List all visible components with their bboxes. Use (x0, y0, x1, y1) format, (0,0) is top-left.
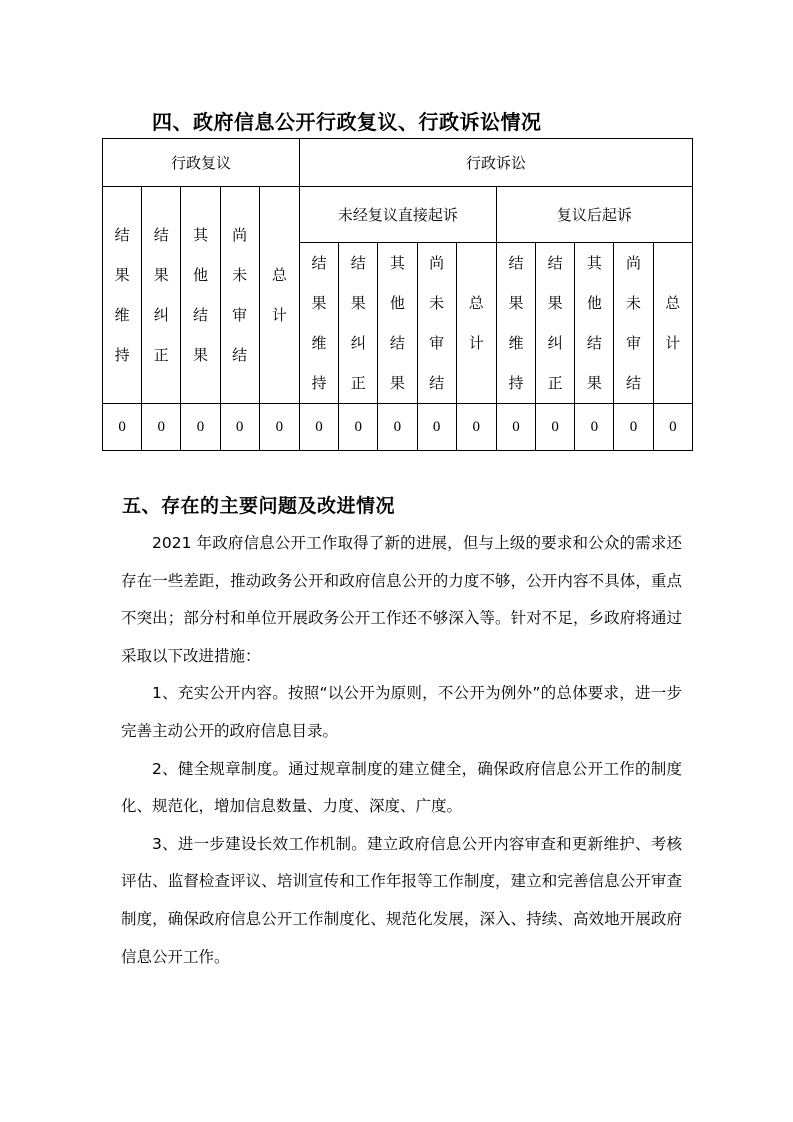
direct-col-header: 结果维持 (299, 243, 338, 404)
value-cell: 0 (181, 404, 220, 451)
value-cell: 0 (417, 404, 456, 451)
value-cell: 0 (536, 404, 575, 451)
review-col-header: 结果维持 (103, 187, 142, 404)
admin-litigation-header: 行政诉讼 (299, 139, 692, 187)
value-cell: 0 (614, 404, 653, 451)
value-cell: 0 (575, 404, 614, 451)
value-cell: 0 (259, 404, 299, 451)
review-col-header: 总计 (259, 187, 299, 404)
direct-suit-header: 未经复议直接起诉 (299, 187, 496, 243)
review-col-header: 尚未审结 (220, 187, 259, 404)
direct-col-header: 结果纠正 (339, 243, 378, 404)
after-col-header: 结果纠正 (536, 243, 575, 404)
section-5-body (121, 525, 682, 976)
value-cell: 0 (339, 404, 378, 451)
review-col-header: 其他结果 (181, 187, 220, 404)
value-cell: 0 (378, 404, 417, 451)
after-col-header: 总计 (653, 243, 692, 404)
after-col-header: 尚未审结 (614, 243, 653, 404)
after-review-suit-header: 复议后起诉 (496, 187, 692, 243)
section-4-title: 四、政府信息公开行政复议、行政诉讼情况 (152, 110, 542, 134)
section-5-title: 五、存在的主要问题及改进情况 (122, 495, 396, 517)
review-col-header: 结果纠正 (142, 187, 181, 404)
admin-review-header: 行政复议 (103, 139, 300, 187)
value-cell: 0 (142, 404, 181, 451)
value-cell: 0 (496, 404, 535, 451)
paragraph-intro: 2021 年政府信息公开工作取得了新的进展，但与上级的要求和公众的需求还存在一些差距，推动政务公开和政府信息公开的力度不够，公开内容不具体，重点不突出；部分村和单位开展政务公开工作还不够深入等。针对不足，乡政府将通过采取以下改进措施： (121, 534, 682, 665)
after-col-header: 结果维持 (496, 243, 535, 404)
paragraph-measure-3: 3、进一步建设长效工作机制。建立政府信息公开内容审查和更新维护、考核评估、监督检查评议、培训宣传和工作年报等工作制度，建立和完善信息公开审查制度，确保政府信息公开工作制度化、规范化发展，深入、持续、高效地开展政府信息公开工作。 (121, 834, 682, 966)
value-cell: 0 (220, 404, 259, 451)
direct-col-header: 尚未审结 (417, 243, 456, 404)
value-cell: 0 (299, 404, 338, 451)
value-cell: 0 (653, 404, 692, 451)
review-litigation-table (102, 138, 693, 451)
paragraph-measure-2: 2、健全规章制度。通过规章制度的建立健全，确保政府信息公开工作的制度化、规范化，增加信息数量、力度、深度、广度。 (121, 759, 682, 816)
value-cell: 0 (456, 404, 496, 451)
direct-col-header: 总计 (456, 243, 496, 404)
paragraph-measure-1: 1、充实公开内容。按照“以公开为原则，不公开为例外”的总体要求，进一步完善主动公开的政府信息目录。 (121, 684, 682, 740)
after-col-header: 其他结果 (575, 243, 614, 404)
direct-col-header: 其他结果 (378, 243, 417, 404)
value-cell: 0 (103, 404, 142, 451)
